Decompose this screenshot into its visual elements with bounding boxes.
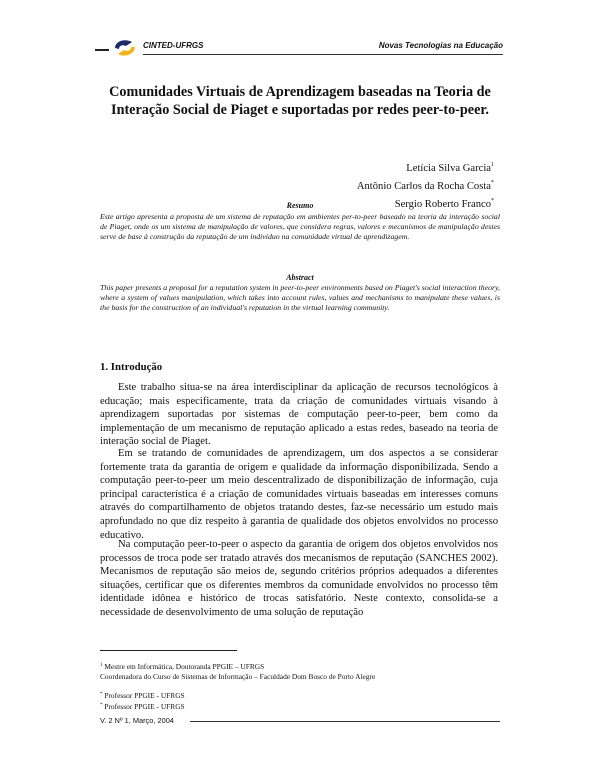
footnote-text: Professor PPGIE - UFRGS <box>104 691 185 700</box>
footnote-text: Professor PPGIE - UFRGS <box>104 702 185 711</box>
body-paragraph-3: Na computação peer-to-peer o aspecto da garantia de origem dos objetos envolvidos nos processos de troca pode ser tratado através dos mecanismos de reputação (SANCHES 2002). Mecanismos de reputação são meios de, segundo critérios próprios adequados a diferentes situações, certificar que os diferentes membros da comunidade envolvidos no processo têm identidade idônea e histórico de trocas satisfatório. Neste contexto, consolida-se a necessidade de desenvolvimento de uma solução de reputação <box>100 539 498 618</box>
author <box>357 158 494 176</box>
body-paragraph-1: Este trabalho situa-se na área interdisciplinar da aplicação de recursos tecnológicos à educação; mais especificamente, trata da criação de comunidades virtuais visando à aprendizagem suportadas por sistemas de computação peer-to-peer, bem como da implementação de um mecanismo de reputação aplicado a estas redes, baseado na teoria de interação social de Piaget. <box>100 382 498 448</box>
footnote-1-line-2: Coordenadora do Curso de Sistemas de Informação – Faculdade Dom Bosco de Porto Alegre <box>100 672 376 681</box>
footnote-mark: * <box>100 703 103 708</box>
body-paragraph-2: Em se tratando de comunidades de aprendizagem, um dos aspectos a se considerar fortemente trata da garantia de origem e qualidade da informação disponibilizada. Sendo a computação peer-to-peer um meio descentralizado de disponibilização de informação, cuja principal característica é a criação de comunidades virtuais baseadas em interesses comuns através do compartilhamento de objetos tratando destes, faz-se necessário um estudo mais aprofundado no que diz respeito à garantia de qualidade dos objetos envolvidos no processo educativo. <box>100 448 498 541</box>
header-rule <box>143 54 503 55</box>
abstract-text: This paper presents a proposal for a reputation system in peer-to-peer environments based on Piaget's social interaction theory, where a system of values manipulation, which takes into account rules, values and mechanisms to manipulate these values, is the basis for the construction of an individual's reputation in the virtual learning community. <box>100 283 500 313</box>
title-line-2: Interação Social de Piaget e suportadas por redes peer-to-peer. <box>111 102 489 118</box>
footnote-mark: 1 <box>100 663 103 668</box>
running-header <box>88 36 503 60</box>
author <box>357 176 494 194</box>
resumo-text: Este artigo apresenta a proposta de um sistema de reputação em ambientes per-to-peer baseado na teoria da interação social de Piaget, onde os um sistema de manipulação de valores, que considera regras, valores e mecanismos de manipulação destes serve de base à construção da reputação de um indivíduo na comunidade virtual de aprendizagem. <box>100 212 500 242</box>
author-mark: * <box>491 180 494 186</box>
author-name: Sergio Roberto Franco <box>394 199 491 210</box>
header-journal-name: Novas Tecnologias na Educação <box>378 41 503 50</box>
footnote-3 <box>100 701 185 711</box>
paper-title <box>100 83 500 119</box>
title-line-1: Comunidades Virtuais de Aprendizagem baseadas na Teoria de <box>109 84 491 100</box>
footnote-2 <box>100 690 185 700</box>
issue-footer: V. 2 Nº 1, Março, 2004 <box>100 716 174 725</box>
cinted-logo-icon <box>112 38 138 58</box>
footnote-rule <box>100 650 237 651</box>
author-mark: 1 <box>491 162 494 168</box>
section-heading: 1. Introdução <box>100 361 163 373</box>
author-name: Letícia Silva Garcia <box>406 163 491 174</box>
author-name: Antônio Carlos da Rocha Costa <box>356 181 491 192</box>
footer-rule <box>190 721 500 722</box>
footnote-text: Mestre em Informática, Doutoranda PPGIE – UFRGS <box>104 662 265 671</box>
footnote-1 <box>100 661 264 671</box>
header-journal-org: CINTED-UFRGS <box>143 41 204 50</box>
resumo-heading: Resumo <box>286 201 314 210</box>
abstract-heading: Abstract <box>286 273 314 282</box>
author-mark: * <box>491 198 494 204</box>
header-dash <box>95 49 109 51</box>
footnote-mark: * <box>100 692 103 697</box>
